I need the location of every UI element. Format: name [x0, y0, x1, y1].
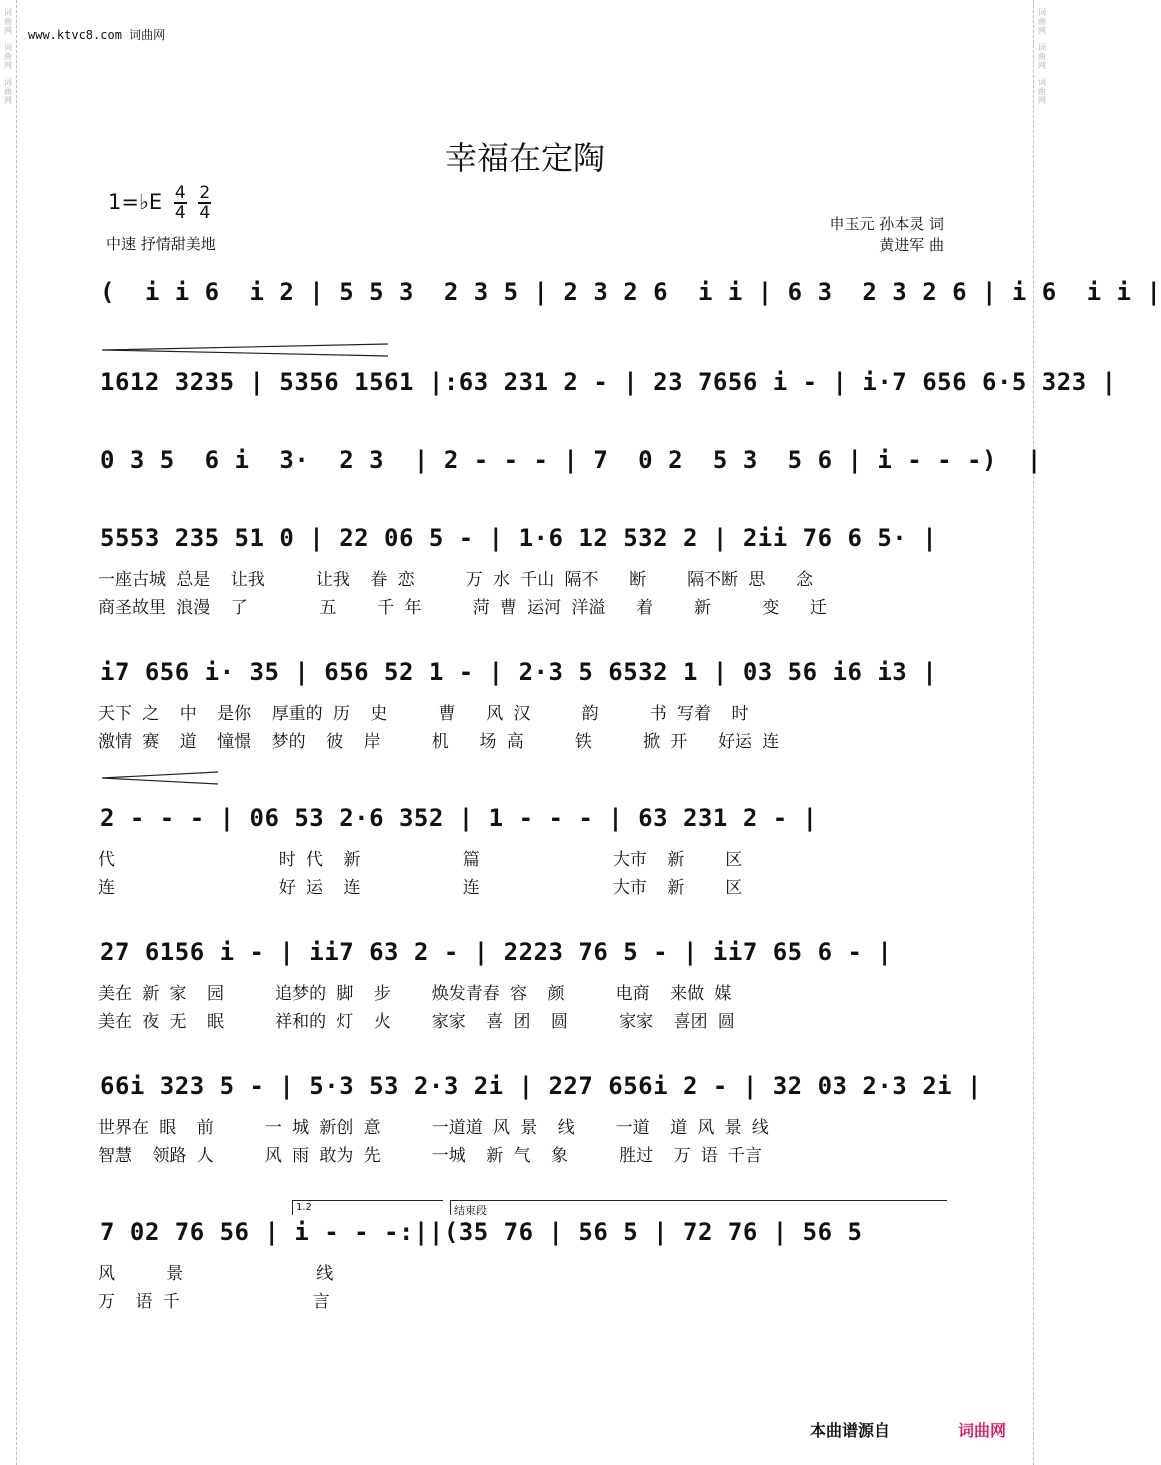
left-watermark-strip [0, 0, 17, 1465]
footer-source-label: 本曲谱源自 [810, 1421, 891, 1440]
score-row-3: 0 3 5 6 i 3· 2 3 | 2 - - - | 7 0 2 5 3 5 6 | i - - -) | [100, 446, 1042, 474]
right-watermark-strip [1033, 0, 1050, 1465]
lyric-verse-2: 连 好 运 连 连 大市 新 区 [98, 878, 743, 898]
decrescendo-mark [100, 771, 220, 785]
score-row-4: 5553 235 51 0 | 22 06 5 - | 1·6 12 532 2 | 2ii 76 6 5· | [100, 524, 938, 552]
lyric-verse-2: 美在 夜 无 眠 祥和的 灯 火 家家 喜 团 圆 家家 喜团 圆 [98, 1012, 735, 1032]
decrescendo-mark [100, 343, 390, 357]
lyric-verse-1: 天下 之 中 是你 厚重的 历 史 曹 风 汉 韵 书 写着 时 [98, 704, 749, 724]
key-signature [108, 184, 211, 222]
footer-brand-link[interactable]: 词曲网 [958, 1421, 1007, 1440]
time-signature-a: $\frac{4}{4}$ [174, 183, 186, 223]
score-row-1: ( i i 6 i 2 | 5 5 3 2 3 5 | 2 3 2 6 i i | 6 3 2 3 2 6 | i 6 i i | [100, 278, 1161, 306]
score-row-8: 66i 323 5 - | 5·3 53 2·3 2i | 227 656i 2 - | 32 03 2·3 2i | [100, 1072, 983, 1100]
score-row-7: 27 6156 i - | ii7 63 2 - | 2223 76 5 - | ii7 65 6 - | [100, 938, 893, 966]
lyric-verse-1: 代 时 代 新 篇 大市 新 区 [98, 850, 743, 870]
side-watermark: 词曲网 [1037, 8, 1047, 35]
lyric-verse-1: 一座古城 总是 让我 让我 眷 恋 万 水 千山 隔不 断 隔不断 思 念 [98, 570, 814, 590]
volta-bracket [292, 1200, 443, 1215]
lyric-verse-1: 风 景 线 [98, 1264, 334, 1284]
lyricist-credit: 申玉元 孙本灵 词 [829, 215, 944, 233]
score-row-6: 2 - - - | 06 53 2·6 352 | 1 - - - | 63 231 2 - | [100, 804, 818, 832]
score-row-2: 1612 3235 | 5356 1561 |:63 231 2 - | 23 7656 i - | i·7 656 6·5 323 | [100, 368, 1117, 396]
ending-label: 结束段 [454, 1204, 487, 1217]
score-row-5: i7 656 i· 35 | 656 52 1 - | 2·3 5 6532 1 | 03 56 i6 i3 | [100, 658, 938, 686]
lyric-verse-2: 商圣故里 浪漫 了 五 千 年 菏 曹 运河 洋溢 着 新 变 迁 [98, 598, 827, 618]
lyric-verse-2: 智慧 领路 人 风 雨 敢为 先 一城 新 气 象 胜过 万 语 千言 [98, 1146, 763, 1166]
side-watermark: 词曲网 [1037, 43, 1047, 70]
side-watermark: 词曲网 [3, 43, 13, 70]
lyric-verse-2: 激情 赛 道 憧憬 梦的 彼 岸 机 场 高 铁 掀 开 好运 连 [98, 732, 780, 752]
composer-credit: 黄进军 曲 [879, 236, 944, 254]
ending-bracket [450, 1200, 947, 1215]
volta-label: 1.2 [296, 1202, 312, 1213]
lyric-verse-1: 世界在 眼 前 一 城 新创 意 一道道 风 景 线 一道 道 风 景 线 [98, 1118, 769, 1138]
time-signature-b: $\frac{2}{4}$ [199, 183, 211, 223]
key-prefix: 1=♭E [108, 190, 163, 214]
side-watermark: 词曲网 [3, 8, 13, 35]
side-watermark: 词曲网 [3, 78, 13, 105]
song-title: 幸福在定陶 [444, 139, 605, 177]
lyric-verse-2: 万 语 千 言 [98, 1292, 330, 1312]
lyric-verse-1: 美在 新 家 园 追梦的 脚 步 焕发青春 容 颜 电商 来做 媒 [98, 984, 732, 1004]
site-url[interactable]: www.ktvc8.com 词曲网 [28, 28, 166, 42]
tempo-marking: 中速 抒情甜美地 [106, 235, 216, 253]
score-row-9: 7 02 76 56 | i - - -:||(35 76 | 56 5 | 72 76 | 56 5 [100, 1218, 863, 1246]
side-watermark: 词曲网 [1037, 78, 1047, 105]
